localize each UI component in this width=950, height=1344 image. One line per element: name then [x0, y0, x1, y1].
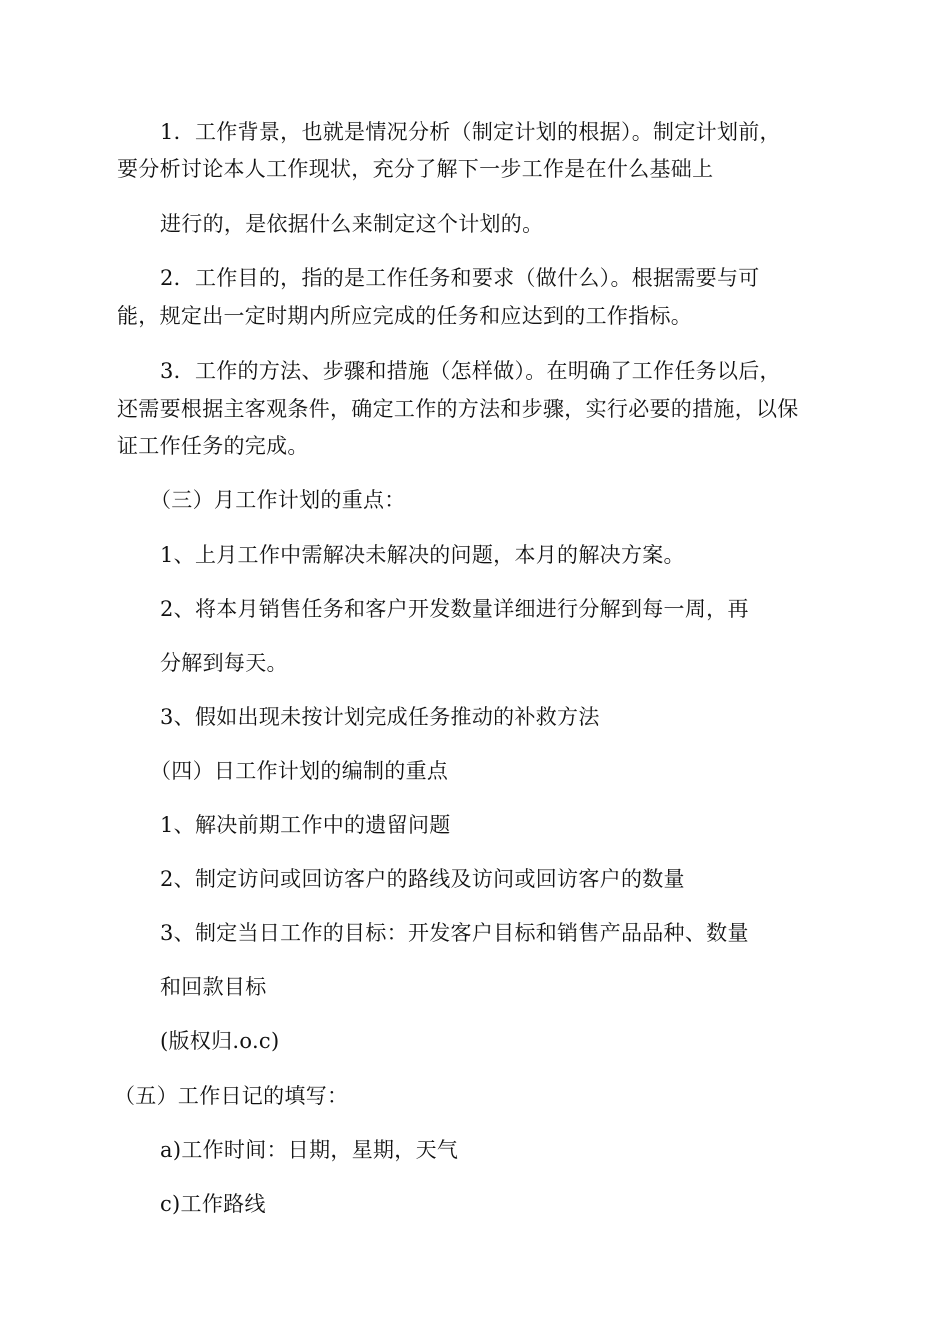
list-item: c)工作路线 [160, 1192, 266, 1216]
list-item: 2、将本月销售任务和客户开发数量详细进行分解到每一周，再 [160, 597, 749, 621]
text-line: 和回款目标 [160, 975, 267, 999]
list-item: 2、制定访问或回访客户的路线及访问或回访客户的数量 [160, 867, 685, 891]
text-line: 证工作任务的完成。 [117, 434, 309, 458]
text-line: 1．工作背景，也就是情况分析（制定计划的根据）。制定计划前， [160, 120, 781, 144]
text-line: 3．工作的方法、步骤和措施（怎样做）。在明确了工作任务以后， [160, 359, 781, 383]
copyright-note: (版权归.o.c) [160, 1029, 280, 1053]
text-line: 分解到每天。 [160, 651, 288, 675]
text-line: 要分析讨论本人工作现状，充分了解下一步工作是在什么基础上 [117, 157, 714, 181]
section-heading: （三）月工作计划的重点： [150, 488, 406, 512]
text-line: 还需要根据主客观条件，确定工作的方法和步骤，实行必要的措施，以保 [117, 397, 799, 421]
section-heading: （五）工作日记的填写： [114, 1084, 349, 1108]
list-item: 1、解决前期工作中的遗留问题 [160, 813, 451, 837]
list-item: 3、制定当日工作的目标：开发客户目标和销售产品品种、数量 [160, 921, 749, 945]
list-item: 3、假如出现未按计划完成任务推动的补救方法 [160, 705, 600, 729]
text-line: 能，规定出一定时期内所应完成的任务和应达到的工作指标。 [117, 304, 693, 328]
text-line: 进行的，是依据什么来制定这个计划的。 [160, 212, 544, 236]
list-item: 1、上月工作中需解决未解决的问题，本月的解决方案。 [160, 543, 685, 567]
section-heading: （四）日工作计划的编制的重点 [150, 759, 449, 783]
list-item: a)工作时间：日期，星期，天气 [160, 1138, 459, 1162]
text-line: 2．工作目的，指的是工作任务和要求（做什么）。根据需要与可 [160, 266, 760, 290]
